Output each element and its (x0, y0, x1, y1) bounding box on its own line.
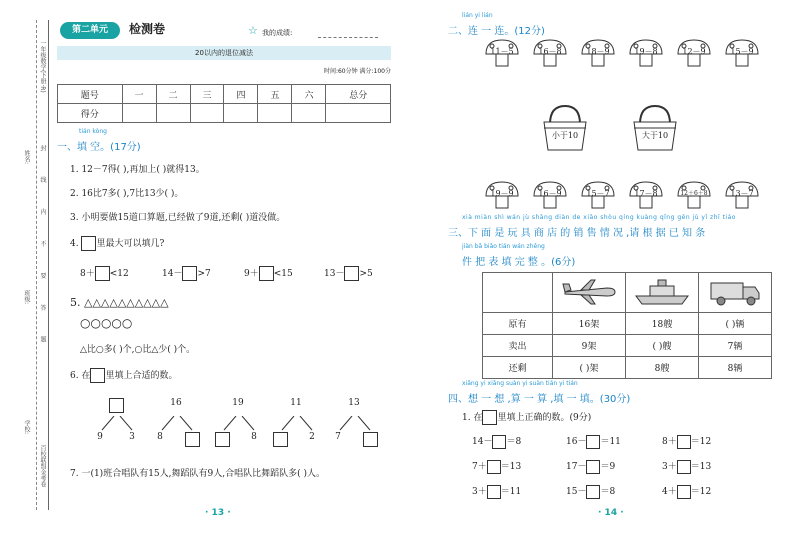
answer-box[interactable] (487, 460, 501, 474)
cell[interactable]: ( )架 (553, 357, 626, 379)
page-title: 检测卷 (129, 22, 166, 36)
answer-box[interactable] (185, 432, 200, 447)
mushroom-card[interactable]: 16－9 (532, 180, 568, 210)
equation: 4＋ ＝12 (662, 484, 711, 499)
section3-pinyin-2: jiàn bǎ biǎo tián wán zhěng (462, 243, 545, 250)
cell[interactable]: ( )艘 (626, 335, 699, 357)
row-label: 卖出 (483, 335, 553, 357)
score-cell[interactable] (292, 104, 326, 123)
sales-table (482, 272, 772, 379)
score-cell[interactable] (224, 104, 258, 123)
answer-box[interactable] (586, 485, 600, 499)
score-cell[interactable] (258, 104, 292, 123)
mushroom-card[interactable]: 15－9 (724, 38, 760, 68)
q4-item: 13－ >5 (324, 266, 373, 281)
ship-icon (626, 273, 699, 313)
question-4: 4. 里最大可以填几? (70, 236, 164, 251)
number-tree: 11 2 (272, 398, 322, 448)
answer-box[interactable] (182, 266, 197, 281)
section1-title: 一、填 空。(17分) (57, 142, 141, 153)
section4-pinyin: xiǎng yi xiǎng suàn yi suàn tián yi tián (462, 380, 578, 387)
section2-title: 二、连 一 连。(12分) (448, 26, 545, 37)
time-info: 时间:60分钟 满分:100分 (323, 68, 391, 75)
row-label: 原有 (483, 313, 553, 335)
answer-box[interactable] (273, 432, 288, 447)
q5-text: △比○多( )个,○比△少( )个。 (80, 345, 196, 355)
q4-item: 14－ >7 (162, 266, 211, 281)
answer-box[interactable] (487, 485, 501, 499)
equation: 14－ ＝8 (472, 434, 521, 449)
question-3: 3. 小明要做15道口算题,已经做了9道,还剩( )道没做。 (70, 213, 286, 223)
score-label: 我的成绩: (262, 29, 293, 37)
equation: 8＋ ＝12 (662, 434, 711, 449)
class-label: 班级: (23, 290, 30, 305)
section2-pinyin: lián yi lián (462, 12, 493, 19)
mushroom-card[interactable]: 15－7 (580, 180, 616, 210)
cell: 18艘 (626, 313, 699, 335)
cell[interactable]: ( )辆 (699, 313, 772, 335)
section1-pinyin: tián kòng (79, 128, 107, 135)
cell: 8艘 (626, 357, 699, 379)
answer-box[interactable] (677, 485, 691, 499)
score-cell[interactable] (190, 104, 224, 123)
question-7: 7. 一(1)班合唱队有15人,舞蹈队有9人,合唱队比舞蹈队多( )人。 (70, 469, 325, 479)
question-1: 1. 12－7得( ),再加上( )就得13。 (70, 165, 205, 175)
page-number-right: · 14 · (598, 508, 624, 518)
answer-box[interactable] (586, 460, 600, 474)
equation: 7＋ ＝13 (472, 459, 521, 474)
score-header: 总分 (326, 85, 391, 104)
score-header: 五 (258, 85, 292, 104)
equation: 3＋ ＝11 (472, 484, 521, 499)
score-header: 六 (292, 85, 326, 104)
q4-item: 9＋ <15 (244, 266, 293, 281)
score-cell[interactable] (156, 104, 190, 123)
star-icon: ☆ (248, 24, 258, 37)
mushroom-card[interactable]: 12－9 (676, 38, 712, 68)
answer-box[interactable] (215, 432, 230, 447)
equation: 16－ ＝11 (566, 434, 621, 449)
answer-box[interactable] (363, 432, 378, 447)
series-label: 一年级数学(下册·R) (39, 40, 46, 93)
answer-box[interactable] (90, 368, 105, 383)
score-row-label: 得分 (58, 104, 123, 123)
right-page (400, 0, 800, 535)
answer-box[interactable] (109, 398, 124, 413)
section4-title: 四、想 一 想 ,算 一 算 ,填 一 填。(30分) (448, 394, 631, 405)
section3-pinyin-1: xià miàn shì wán jù shāng diàn de xiāo shòu qíng kuàng qǐng gēn jù yǐ zhī tiáo (462, 214, 736, 221)
binding-line (48, 20, 49, 510)
row-label: 还剩 (483, 357, 553, 379)
answer-box[interactable] (677, 435, 691, 449)
section3-title-1: 三、下 面 是 玩 具 商 店 的 销 售 情 况 ,请 根 据 已 知 条 (448, 228, 706, 239)
number-tree: 19 8 (214, 398, 264, 448)
mushroom-card[interactable]: 17－8 (628, 180, 664, 210)
mushroom-card[interactable]: 11－5 (484, 38, 520, 68)
mushroom-card[interactable]: 13－7 (724, 180, 760, 210)
topic-band: 20以内的退位减法 (57, 46, 391, 60)
mushroom-card[interactable]: 19－9 (484, 180, 520, 210)
cell: 16架 (553, 313, 626, 335)
question-6: 6. 在 里填上合适的数。 (70, 368, 177, 383)
score-cell[interactable] (326, 104, 391, 123)
cell: 9架 (553, 335, 626, 357)
question-5: 5. △△△△△△△△△△ (70, 296, 169, 309)
number-tree: 13 7 (330, 398, 380, 448)
q4-item: 8＋ <12 (80, 266, 129, 281)
equation: 15－ ＝8 (566, 484, 615, 499)
plane-icon (553, 273, 626, 313)
unit-tag: 第二单元 (60, 22, 120, 39)
question-2: 2. 16比7多( ),7比13少( )。 (70, 189, 184, 199)
answer-box[interactable] (259, 266, 274, 281)
mushroom-card[interactable]: 18－9 (580, 38, 616, 68)
series-label-2: 百校联盟金考卷 (39, 445, 46, 487)
answer-box[interactable] (344, 266, 359, 281)
seal-text: 封 线 内 不 要 答 题 (39, 145, 46, 355)
binding-cut-line (36, 20, 37, 510)
cell: 7辆 (699, 335, 772, 357)
answer-box[interactable] (586, 435, 600, 449)
basket[interactable]: 大于10 (630, 104, 680, 154)
score-header: 题号 (58, 85, 123, 104)
answer-box[interactable] (95, 266, 110, 281)
name-label: 姓名: (23, 150, 30, 165)
score-header: 三 (190, 85, 224, 104)
page-number-left: · 13 · (205, 508, 231, 518)
equation: 17－ ＝9 (566, 459, 615, 474)
score-header: 一 (122, 85, 156, 104)
score-blank[interactable] (318, 37, 378, 38)
answer-box[interactable] (677, 460, 691, 474)
answer-box[interactable] (81, 236, 96, 251)
section4-question-1: 1. 在 里填上正确的数。(9分) (462, 410, 591, 425)
number-tree: 16 8 (152, 398, 202, 448)
mushroom-card[interactable]: 19－8 (628, 38, 664, 68)
truck-icon (699, 273, 772, 313)
section3-title-2: 件 把 表 填 完 整 。(6分) (462, 257, 576, 268)
equation: 3＋ ＝13 (662, 459, 711, 474)
score-header: 二 (156, 85, 190, 104)
school-label: 学校: (23, 420, 30, 435)
mushroom-card[interactable]: 12＋6＋8 (676, 180, 712, 210)
number-tree: 9 3 (92, 398, 142, 448)
mushroom-card[interactable]: 16－8 (532, 38, 568, 68)
score-table (57, 84, 391, 123)
score-cell[interactable] (122, 104, 156, 123)
q5-circles: ○○○○○ (80, 316, 133, 330)
score-header: 四 (224, 85, 258, 104)
cell: 8辆 (699, 357, 772, 379)
corner-cell (483, 273, 553, 313)
answer-box[interactable] (492, 435, 506, 449)
answer-box[interactable] (482, 410, 497, 425)
basket[interactable]: 小于10 (540, 104, 590, 154)
